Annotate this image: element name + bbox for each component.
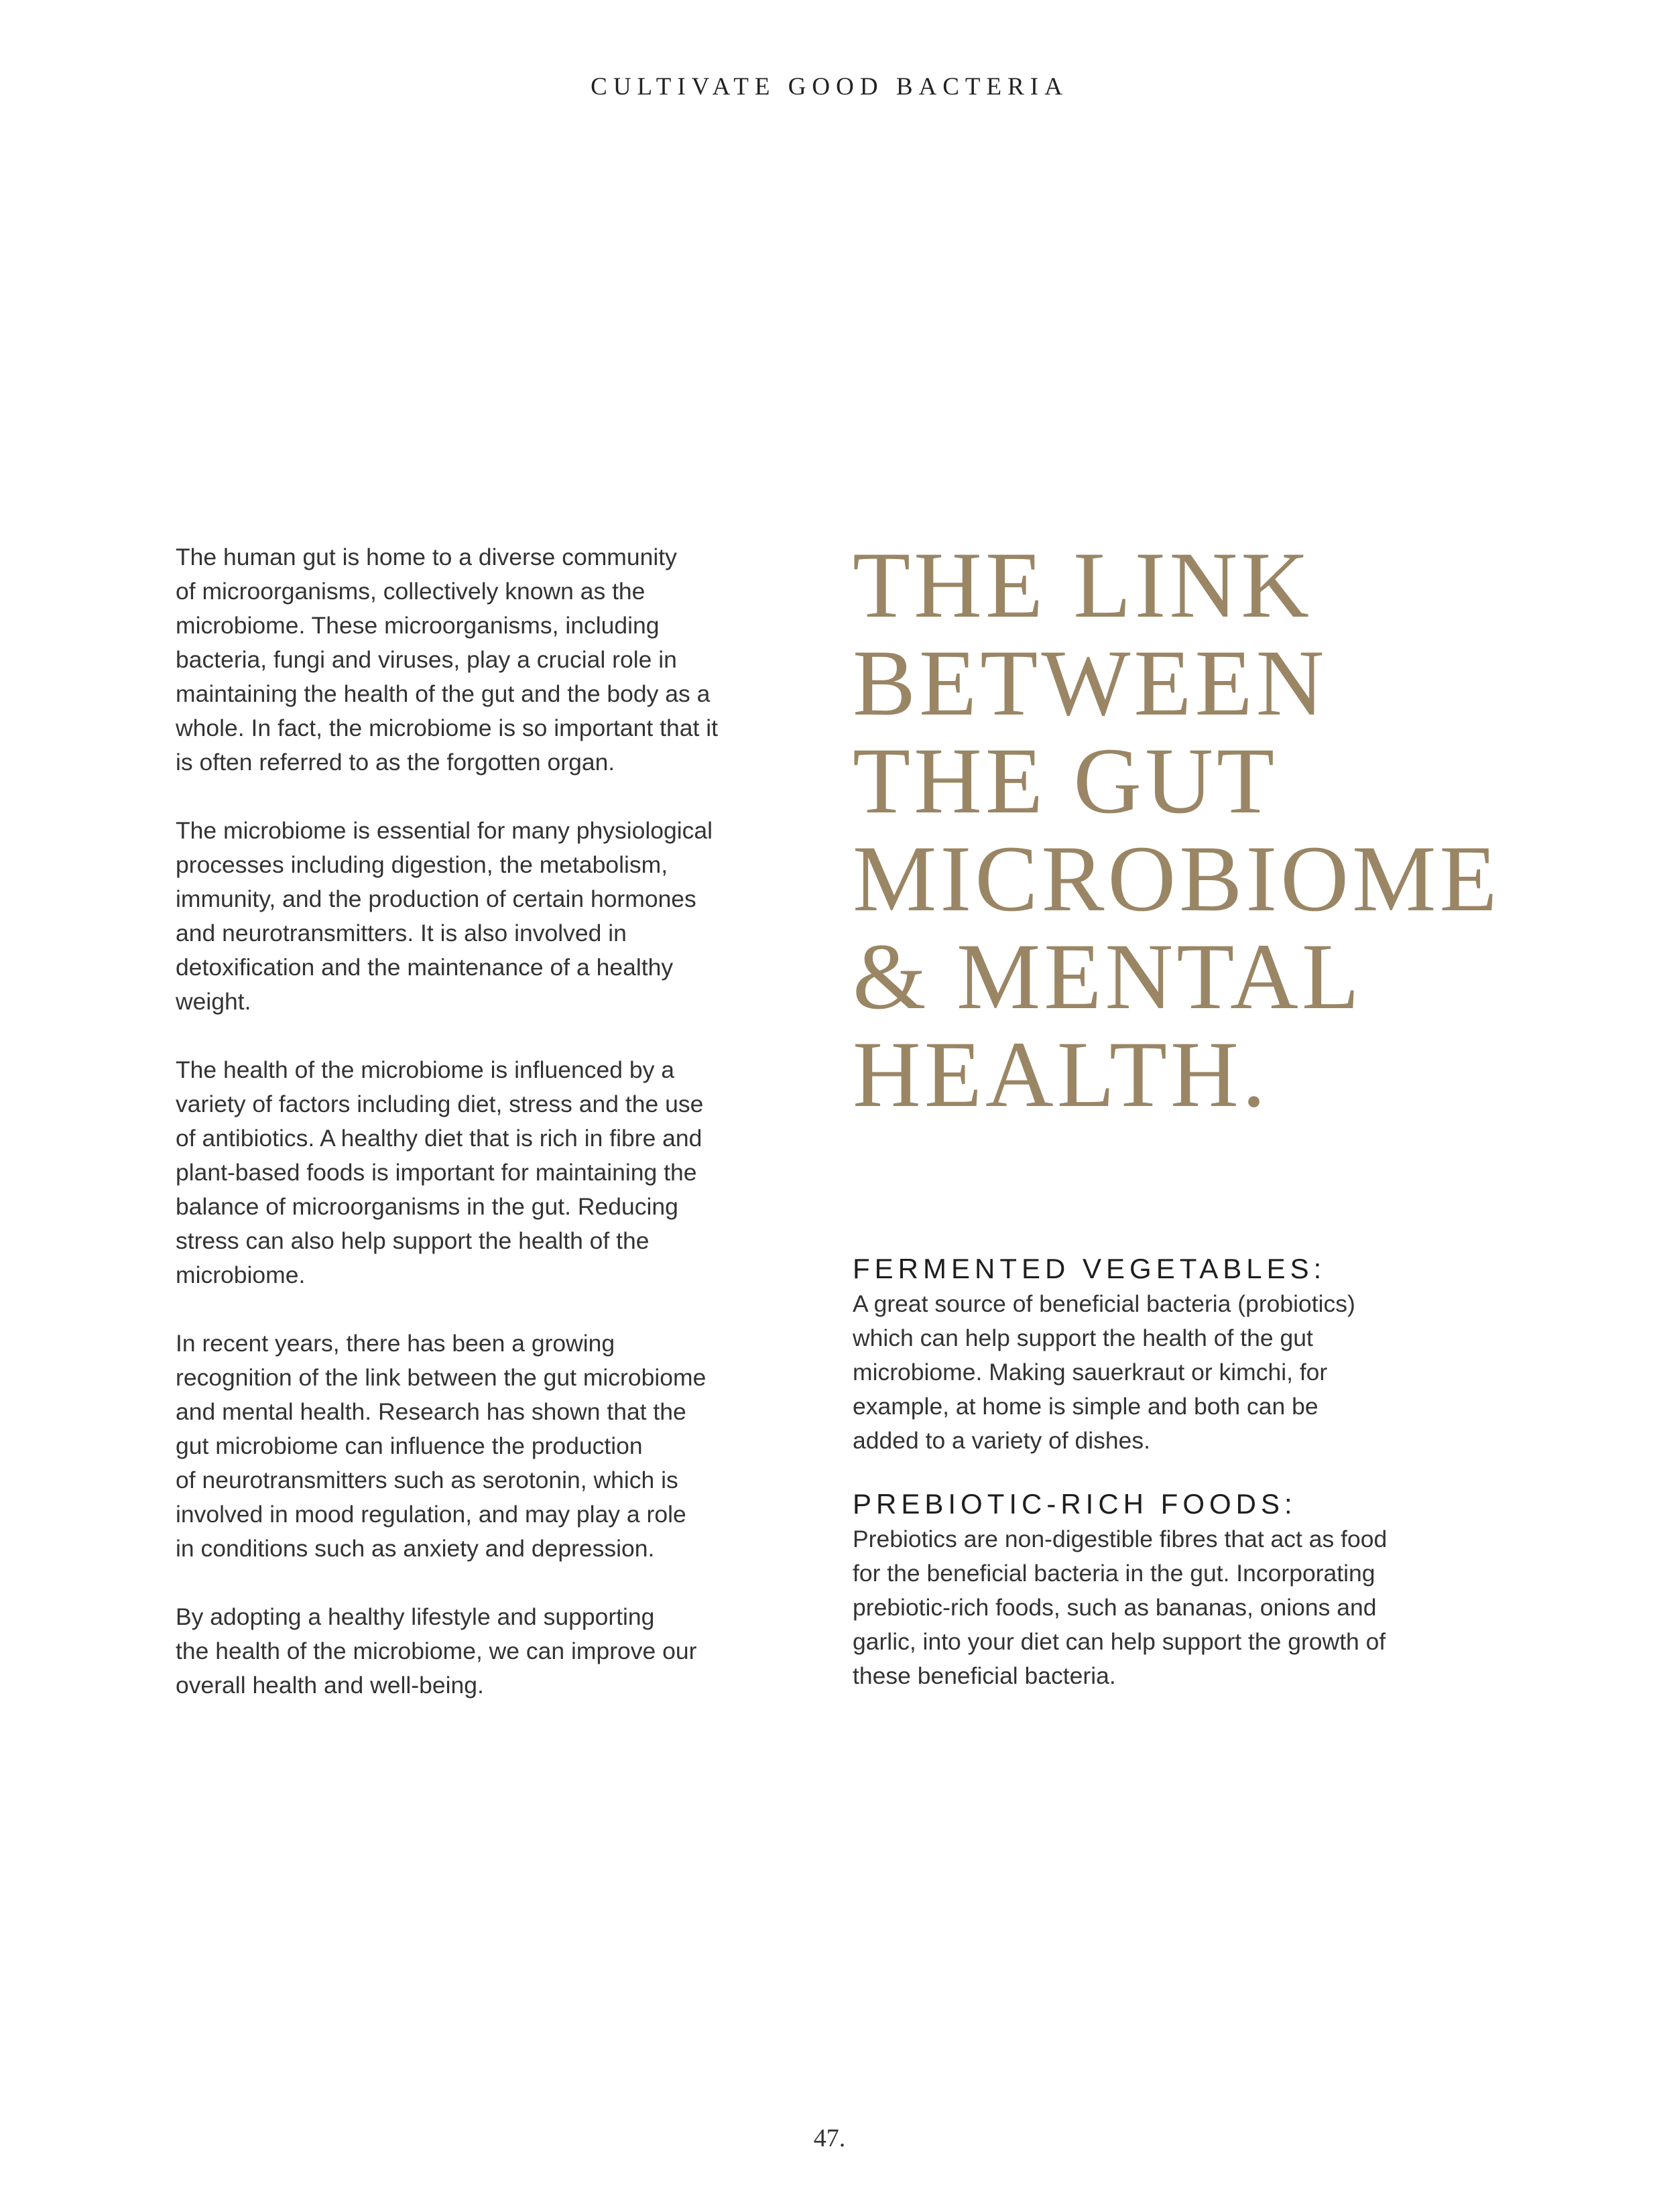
running-header: CULTIVATE GOOD BACTERIA (591, 73, 1068, 101)
sidebar-section-prebiotic-rich-foods (853, 1486, 1523, 1693)
article-paragraph-4: In recent years, there has been a growing recognition of the link between the gut microbiome and mental health. Research has shown that the gut microbiome can influence the production of neurotransmitters such as serotonin, which is involved in mood regulation, and may play a role in conditions such as anxiety and depression. (176, 1330, 706, 1562)
page-headline: THE LINK BETWEEN THE GUT MICROBIOME & MENTAL HEALTH. (853, 533, 1501, 1127)
sidebar-section-fermented-vegetables (853, 1251, 1523, 1458)
sidebar-heading: PREBIOTIC-RICH FOODS: (853, 1488, 1297, 1520)
page-number: 47. (813, 2124, 846, 2152)
article-paragraph-5: By adopting a healthy lifestyle and supporting the health of the microbiome, we can improve our overall health and well-being. (176, 1603, 697, 1699)
sidebar-text: Prebiotics are non-digestible fibres that act as food for the beneficial bacteria in the gut. Incorporating prebiotic-rich foods, such as bananas, onions and garlic, into your diet can help support the growth of these beneficial bacteria. (853, 1526, 1388, 1689)
sidebar-heading: FERMENTED VEGETABLES: (853, 1253, 1327, 1284)
sidebar-text: A great source of beneficial bacteria (probiotics) which can help support the health of the gut microbiome. Making sauerkraut or kimchi, for example, at home is simple and both can be added to a variety of dishes. (853, 1290, 1355, 1454)
article-paragraph-2: The microbiome is essential for many physiological processes including digestion, the metabolism, immunity, and the production of certain hormones and neurotransmitters. It is also involved in detoxification and the maintenance of a healthy weight. (176, 817, 713, 1015)
article-paragraph-1: The human gut is home to a diverse community of microorganisms, collectively known as the microbiome. These microorganisms, including bacteria, fungi and viruses, play a crucial role in maintaining the health of the gut and the body as a whole. In fact, the microbiome is so important that it is often referred to as the forgotten organ. (176, 544, 718, 776)
article-paragraph-3: The health of the microbiome is influenced by a variety of factors including diet, stress and the use of antibiotics. A healthy diet that is rich in fibre and plant-based foods is important for maintaining the balance of microorganisms in the gut. Reducing stress can also help support the health of the microbiome. (176, 1056, 704, 1288)
sidebar-column (853, 1251, 1523, 1721)
main-article-column (176, 540, 752, 1737)
